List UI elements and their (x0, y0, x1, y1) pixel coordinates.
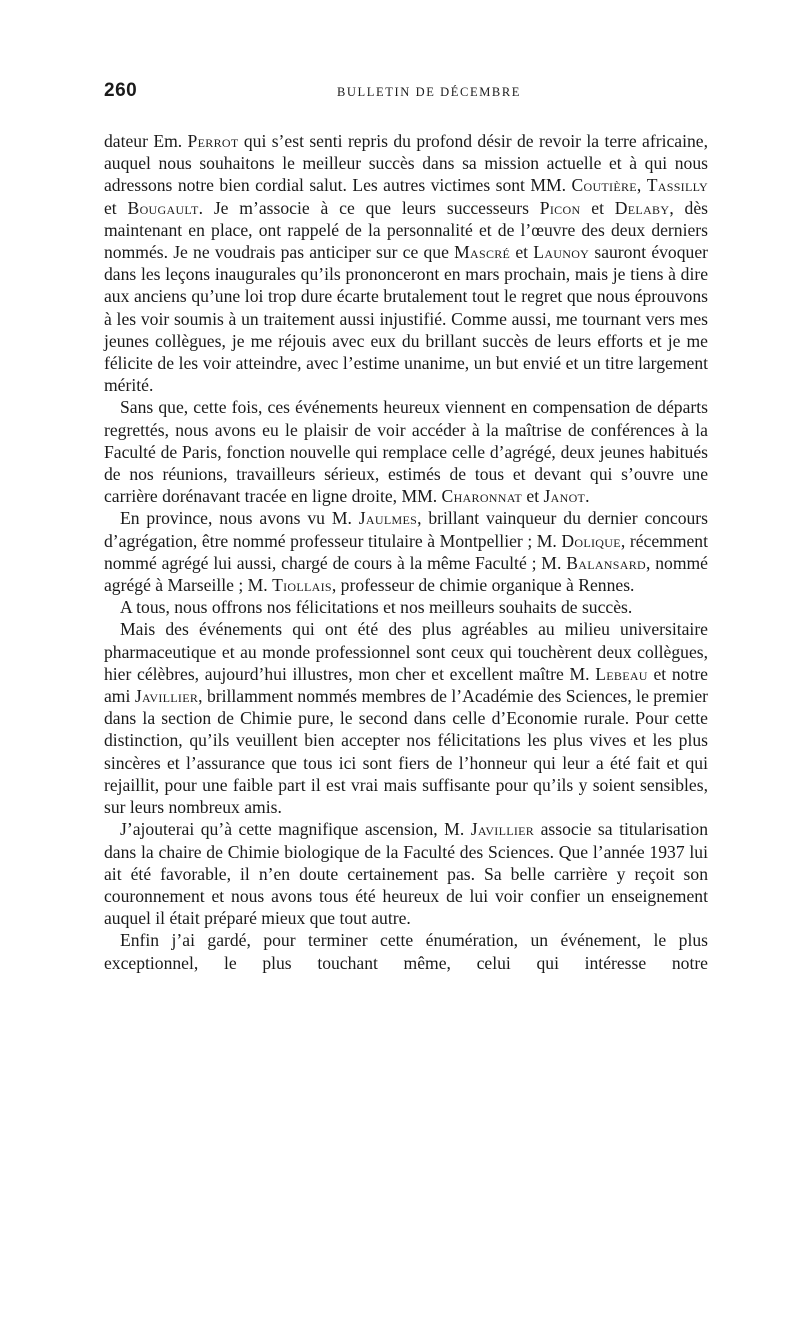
text-run: et (510, 242, 534, 263)
text-run: , brillamment nommés membres de l’Académie des Sciences, le premier dans la section de Chimie pure, le second dans celle d’Economie rurale. Pour cette distinction, qu’ils veuillent bien accepter nos félicitations les plus vives et les plus sincères et l’assurance que tous ici sont fiers de l’honneur qui leur a été fait et qui rejaillit, pour une faible part il est vrai mais suffisante pour qu’ils y soient sensibles, sur leurs nombreux amis. (104, 686, 709, 818)
person-name: Perrot (187, 131, 239, 151)
page-number: 260 (104, 80, 138, 101)
running-title: BULLETIN DE DÉCEMBRE (336, 85, 522, 99)
text-run: sauront évoquer dans les leçons inaugurales qu’ils prononceront en mars prochain, mais je tiens à dire aux anciens qu’une loi trop dure écarte brutalement tout le regret que nous éprouvons à les voir soumis à un traitement aussi injustifié. Comme aussi, me tournant vers mes jeunes collègues, je me réjouis avec eux du brillant succès de leurs efforts et je me félicite de les voir atteindre, avec l’estime unanime, un but envié et un titre largement mérité. (104, 242, 708, 396)
document-page (104, 78, 708, 974)
person-name: Lebeau (595, 663, 648, 684)
text-run: J’ajouterai qu’à cette magnifique ascension, M. (120, 819, 471, 840)
paragraph (104, 130, 708, 396)
text-run: , récemment nommé agrégé lui aussi, chargé de cours à la même Faculté ; M. (104, 530, 708, 573)
text-run: , professeur de chimie organique à Rennes. (331, 575, 635, 596)
paragraph (104, 818, 708, 929)
paragraph (104, 396, 708, 507)
person-name: Launoy (533, 242, 590, 263)
text-run: , nommé agrégé à Marseille ; M. (104, 552, 708, 596)
paragraph (104, 618, 708, 818)
text-run: dateur Em. (104, 131, 188, 151)
text-run: Mais des événements qui ont été des plus agréables au milieu universitaire pharmaceutique et au monde professionnel sont ceux qui touchèrent deux collègues, hier célèbres, aujourd’hui illustres, mon cher et excellent maître M. (104, 619, 708, 684)
text-run: En province, nous avons vu M. (120, 508, 359, 529)
body-text (104, 130, 708, 974)
text-run: Sans que, cette fois, ces événements heureux viennent en compensation de départs regrettés, nous avons eu le plaisir de voir accéder à la maîtrise de conférences à la Faculté de Paris, fonction nouvelle qui remplace celle d’agrégé, deux jeunes habitués de nos réunions, travailleurs sérieux, estimés de tous et devant qui s’ouvre une carrière dorénavant tracée en ligne droite, MM. (104, 397, 708, 507)
person-name: Bougault (127, 197, 199, 218)
text-run: A tous, nous offrons nos félicitations et nos meilleurs souhaits de succès. (120, 597, 633, 618)
text-run: , dès maintenant en place, ont rappelé de la personnalité et de l’œuvre des deux derniers nommés. Je ne voudrais pas anticiper sur ce que (104, 197, 709, 263)
person-name: Javillier (134, 686, 199, 707)
text-run: . Je m’associe à ce que leurs successeurs (198, 197, 540, 218)
text-run: Enfin j’ai gardé, pour terminer cette énumération, un événement, le plus exceptionnel, le plus touchant même, celui qui intéresse notre (104, 930, 708, 973)
person-name: Delaby (614, 197, 670, 218)
text-run: et (521, 486, 544, 507)
text-run: et notre ami (104, 663, 708, 707)
person-name: Mascré (454, 242, 511, 263)
text-run: , brillant vainqueur du dernier concours d’agrégation, être nommé professeur titulaire à Montpellier ; M. (104, 508, 708, 551)
person-name: Dolique (561, 530, 621, 551)
person-name: Coutière (571, 175, 637, 196)
text-run: et (580, 197, 615, 218)
person-name: Balansard (566, 552, 646, 573)
page-header (104, 78, 708, 112)
text-run: , (636, 175, 647, 196)
text-run: . (585, 486, 590, 507)
person-name: Tiollais (272, 575, 332, 596)
person-name: Jaulmes (358, 508, 418, 529)
person-name: Janot (543, 486, 586, 507)
text-run: et (104, 197, 128, 218)
paragraph (104, 596, 708, 618)
paragraph (104, 929, 708, 973)
text-run: qui s’est senti repris du profond désir de revoir la terre africaine, auquel nous souhaitons le meilleur succès dans sa mission actuelle et à qui nous adressons notre bien cordial salut. Les autres victimes sont MM. (104, 131, 708, 196)
person-name: Picon (539, 197, 581, 218)
text-run: associe sa titularisation dans la chaire de Chimie biologique de la Faculté des Sciences. Que l’année 1937 lui ait été favorable, il n’en doute certainement pas. Sa belle carrière y reçoit son couronnement et nous avons tous été heureux de lui voir confier un enseignement auquel il était préparé mieux que tout autre. (104, 819, 708, 929)
person-name: Charonnat (441, 486, 522, 507)
person-name: Javillier (470, 819, 535, 840)
paragraph (104, 507, 708, 596)
person-name: Tassilly (646, 175, 709, 196)
